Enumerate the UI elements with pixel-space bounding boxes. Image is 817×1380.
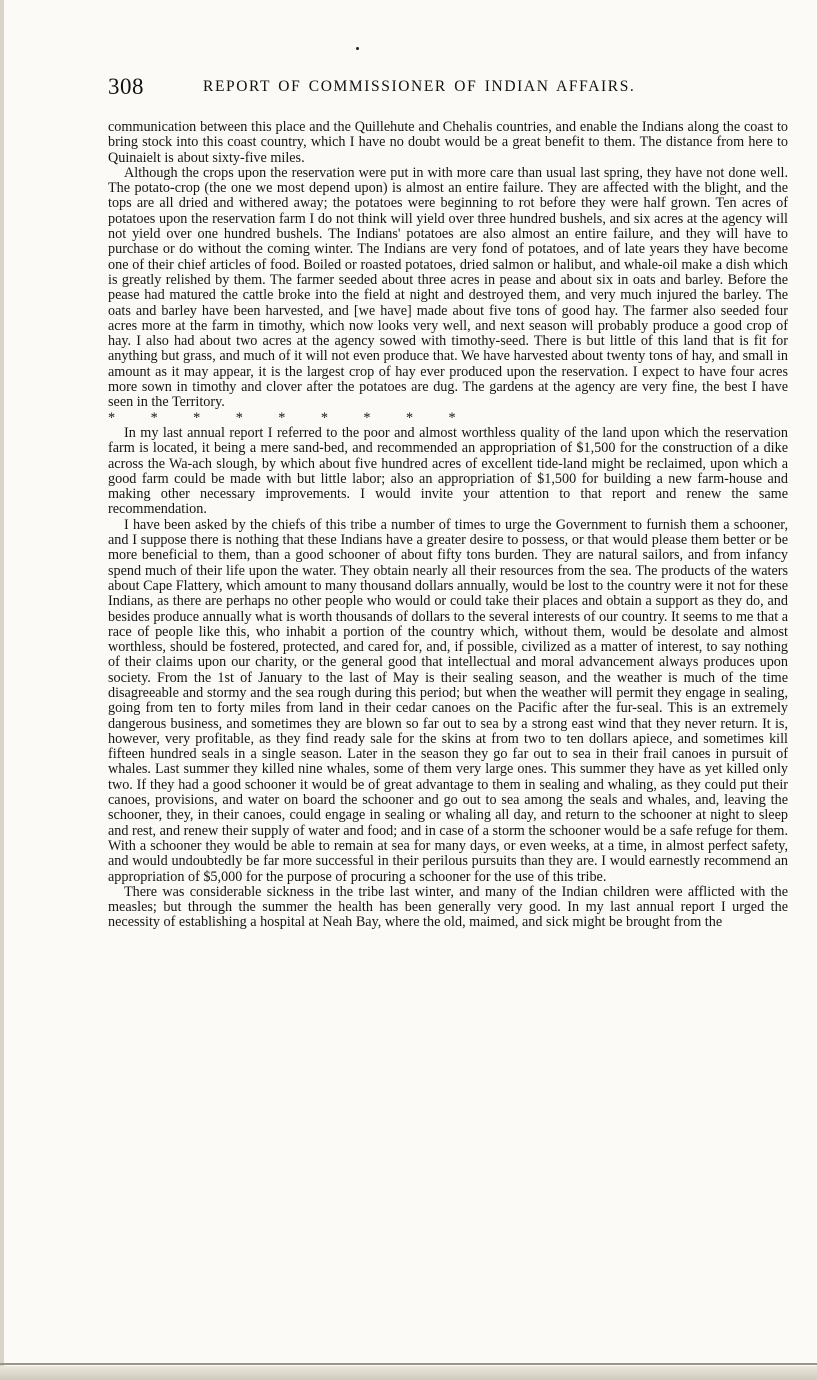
paragraph-crops: Although the crops upon the reservation were put in with more care than usual last spring, they have not done well. The potato-crop (the one we most depend upon) is almost an entire failure. They are affected with the blight, and the tops are all dried and withered away; the potatoes were beginning to rot before they were half grown. Ten acres of potatoes upon the reservation farm I do not think will yield over three hundred bushels, and six acres at the agency will not yield over one hundred bushels. The Indians' potatoes are also almost an entire failure, and they will have to purchase or do without the coming winter. The Indians are very fond of potatoes, and of late years they have become one of their chief articles of food. Boiled or roasted potatoes, dried salmon or halibut, and whale-oil make a dish which is greatly relished by them. The farmer seeded about three acres in pease and about six in oats and barley. Before the pease had matured the cattle broke into the field at night and destroyed them, and very much injured the barley. The oats and barley have been harvested, and [we have] made about five tons of good hay. The farmer also seeded four acres more at the farm in timothy, which now looks very well, and next season will probably produce a good crop of hay. I also had about two acres at the agency sowed with timothy-seed. There is but little of this land that is fit for anything but grass, and much of it will not even produce that. We have harvested about twenty tons of hay, and small in amount as it may appear, it is the largest crop of hay ever produced upon the reservation. I expect to have four acres more sown in timothy and clover after the potatoes are dug. The gardens at the agency are very fine, the best I have seen in the Territory.	[108, 164, 788, 411]
page-edge-bottom-line	[0, 1363, 817, 1365]
omission-stars: * * * * * * * * *	[108, 409, 456, 426]
body-text	[108, 120, 788, 1270]
paragraph-sickness: There was considerable sickness in the tribe last winter, and many of the Indian children were afflicted with the measles; but through the summer the health has been generally very good. In my last annual report I urged the necessity of establishing a hospital at Neah Bay, where the old, maimed, and sick might be brought from the	[108, 883, 788, 931]
paragraph-land: In my last annual report I referred to the poor and almost worthless quality of the land upon which the reservation farm is located, it being a mere sand-bed, and recommended an appropriation of $1,500 for the construction of a dike across the Wa-ach slough, by which about five hundred acres of excellent tide-land might be reclaimed, upon which a good farm could be made with but little labor; also an appropriation of $1,500 for building a new farm-house and making other necessary improvements. I would invite your attention to that report and renew the same recommendation.	[108, 424, 788, 518]
running-head: REPORT OF COMMISSIONER OF INDIAN AFFAIRS.	[203, 78, 636, 95]
scan-speck	[356, 47, 359, 50]
page-edge-bottom	[0, 1366, 817, 1380]
page-number: 308	[108, 74, 144, 99]
paragraph-continued: communication between this place and the Quillehute and Chehalis countries, and enable the Indians along the coast to bring stock into this coast country, which I have no doubt would be a great benefit to them. The distance from here to Quinaielt is about sixty-five miles.	[108, 120, 788, 166]
page-edge-left	[0, 0, 4, 1380]
paragraph-schooner: I have been asked by the chiefs of this tribe a number of times to urge the Government to furnish them a schooner, and I suppose there is nothing that these Indians have a greater desire to possess, or that would please them better or be more beneficial to them, than a good schooner of about fifty tons burden. They are natural sailors, and from infancy spend much of their life upon the water. They obtain nearly all their resources from the sea. The products of the waters about Cape Flattery, which amount to many thousand dollars annually, would be lost to the country were it not for these Indians, as there are perhaps no other people who would or could take their places and obtain a support as they do, and besides produce annually what is worth thousands of dollars to the several interests of our country. It seems to me that a race of people like this, who inhabit a portion of the country which, without them, would be desolate and almost worthless, should be fostered, protected, and cared for, and, if possible, civilized as a matter of interest, to say nothing of their claims upon our charity, or the general good that intellectual and moral advancement always produces upon society. From the 1st of January to the last of May is their sealing season, and the weather is much of the time disagreeable and stormy and the sea rough during this period; but when the weather will permit they engage in sealing, going from ten to forty miles from land in their cedar canoes on the Pacific after the fur-seal. This is an extremely dangerous business, and sometimes they are blown so far out to sea by a strong east wind that they never return. It is, however, very profitable, as they find ready sale for the skins at from two to ten dollars apiece, and sometimes kill fifteen hundred seals in a single season. Later in the season they go far out to sea in their frail canoes in pursuit of whales. Last summer they killed nine whales, some of them very large ones. This summer they have as yet killed only two. If they had a good schooner it would be of great advantage to them in sealing and whaling, as they could put their canoes, provisions, and water on board the schooner and go out to sea among the seals and whales, and, leaving the schooner, they, in their canoes, could engage in sealing or whaling all day, and return to the schooner at night to sleep and rest, and renew their supply of water and food; and in case of a storm the schooner would be a safe refuge for them. With a schooner they would be able to remain at sea for many days, or even weeks, at a time, in almost perfect safety, and would undoubtedly be far more successful in their perilous pursuits than they are. I would earnestly recommend an appropriation of $5,000 for the purpose of procuring a schooner for the use of this tribe.	[108, 516, 788, 885]
page-header	[108, 74, 788, 102]
